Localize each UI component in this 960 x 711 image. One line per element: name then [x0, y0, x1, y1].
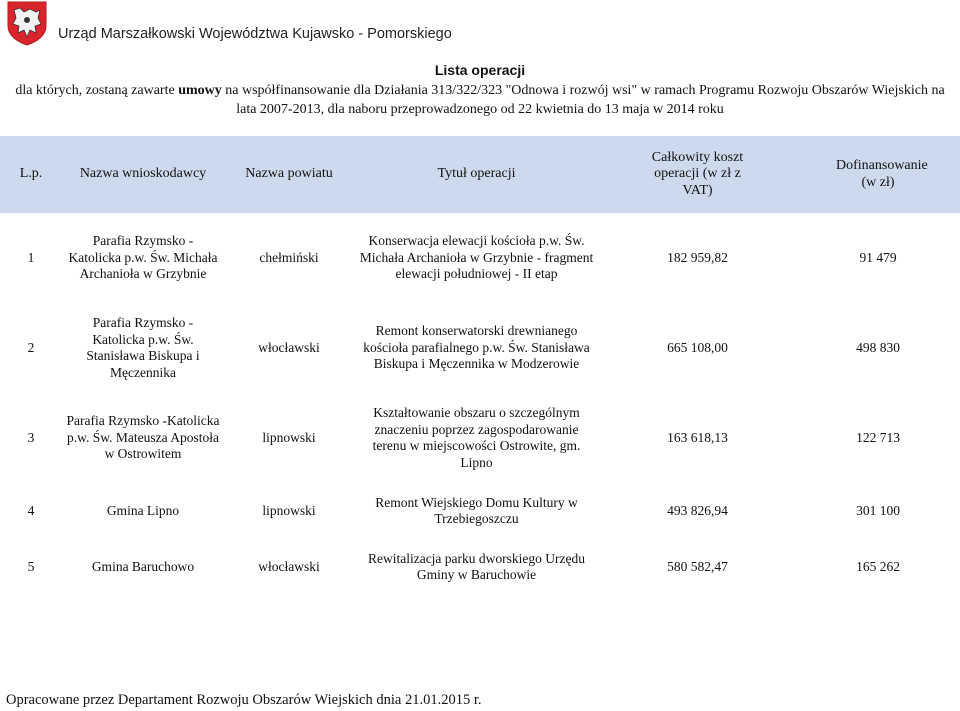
office-title: Urząd Marszałkowski Województwa Kujawsko - Pomorskiego: [58, 26, 452, 42]
cell-applicant: Parafia Rzymsko - Katolicka p.w. Św. Stanisława Biskupa i Męczennika: [86, 315, 200, 380]
cell-county: chełmiński: [259, 249, 319, 265]
cell-county: lipnowski: [262, 502, 316, 518]
footer-note: Opracowane przez Departament Rozwoju Obszarów Wiejskich dnia 21.01.2015 r.: [6, 692, 482, 708]
table-row: [0, 213, 960, 303]
cell-applicant: Gmina Lipno: [106, 502, 180, 518]
cell-county: lipnowski: [262, 429, 316, 445]
header-county: Nazwa powiatu: [224, 136, 354, 213]
cell-lp: 5: [27, 558, 35, 574]
header-total-cost: Całkowity koszt operacji (w zł z VAT): [599, 136, 796, 213]
cell-county: włocławski: [258, 558, 320, 574]
cell-cofinancing: 498 830: [856, 339, 900, 355]
cell-applicant: Parafia Rzymsko - Katolicka p.w. Św. Michała Archanioła w Grzybnie: [68, 233, 218, 282]
cell-total-cost: 665 108,00: [667, 339, 728, 355]
cell-title: Kształtowanie obszaru o szczególnym znaczeniu poprzez zagospodarowanie terenu w miejscowości Ostrowite, gm. Lipno: [372, 405, 581, 470]
table-row: [0, 303, 960, 393]
cell-total-cost: 182 959,82: [667, 249, 728, 265]
cell-lp: 1: [27, 249, 35, 265]
subtitle-text-end: na współfinansowanie dla Działania 313/322/323 "Odnowa i rozwój wsi" w ramach Programu Rozwoju Obszarów Wiejskich na lata 2007-2013, dla naboru przeprowadzonego od 22 kwietnia do 13 maja w 2014 roku: [221, 83, 945, 117]
header-cofinancing: Dofinansowanie (w zł): [796, 136, 960, 213]
cell-title: Remont Wiejskiego Domu Kultury w Trzebiegoszczu: [375, 494, 578, 526]
cell-applicant: Gmina Baruchowo: [91, 558, 195, 574]
cell-lp: 2: [27, 339, 35, 355]
coat-of-arms-logo: [6, 0, 48, 46]
subtitle-bold-word: umowy: [178, 83, 222, 98]
cell-title: Konserwacja elewacji kościoła p.w. Św. Michała Archanioła w Grzybnie - fragment elewacji południowej - II etap: [359, 233, 594, 282]
header-title: Tytuł operacji: [354, 136, 599, 213]
subtitle-text-start: dla których, zostaną zawarte: [15, 83, 179, 98]
cell-lp: 4: [27, 502, 35, 518]
table-header-row: [0, 136, 960, 213]
subtitle: [14, 81, 946, 119]
cell-applicant: Parafia Rzymsko -Katolicka p.w. Św. Mateusza Apostoła w Ostrowitem: [66, 413, 220, 462]
header-lp: L.p.: [0, 136, 62, 213]
cell-total-cost: 580 582,47: [667, 558, 728, 574]
cell-title: Remont konserwatorski drewnianego kościoła parafialnego p.w. Św. Stanisława Biskupa i Męczennika w Modzerowie: [363, 323, 590, 372]
cell-cofinancing: 91 479: [859, 249, 897, 265]
cell-county: włocławski: [258, 339, 320, 355]
cell-cofinancing: 122 713: [856, 429, 900, 445]
page-title: Lista operacji: [434, 62, 526, 78]
operations-table: [0, 136, 960, 595]
cell-cofinancing: 301 100: [856, 502, 900, 518]
table-row: [0, 483, 960, 539]
cell-lp: 3: [27, 429, 35, 445]
cell-total-cost: 163 618,13: [667, 429, 728, 445]
cell-title: Rewitalizacja parku dworskiego Urzędu Gminy w Baruchowie: [367, 550, 586, 582]
cell-cofinancing: 165 262: [856, 558, 900, 574]
table-row: [0, 393, 960, 483]
cell-total-cost: 493 826,94: [667, 502, 728, 518]
table-row: [0, 539, 960, 595]
header-applicant: Nazwa wnioskodawcy: [62, 136, 224, 213]
